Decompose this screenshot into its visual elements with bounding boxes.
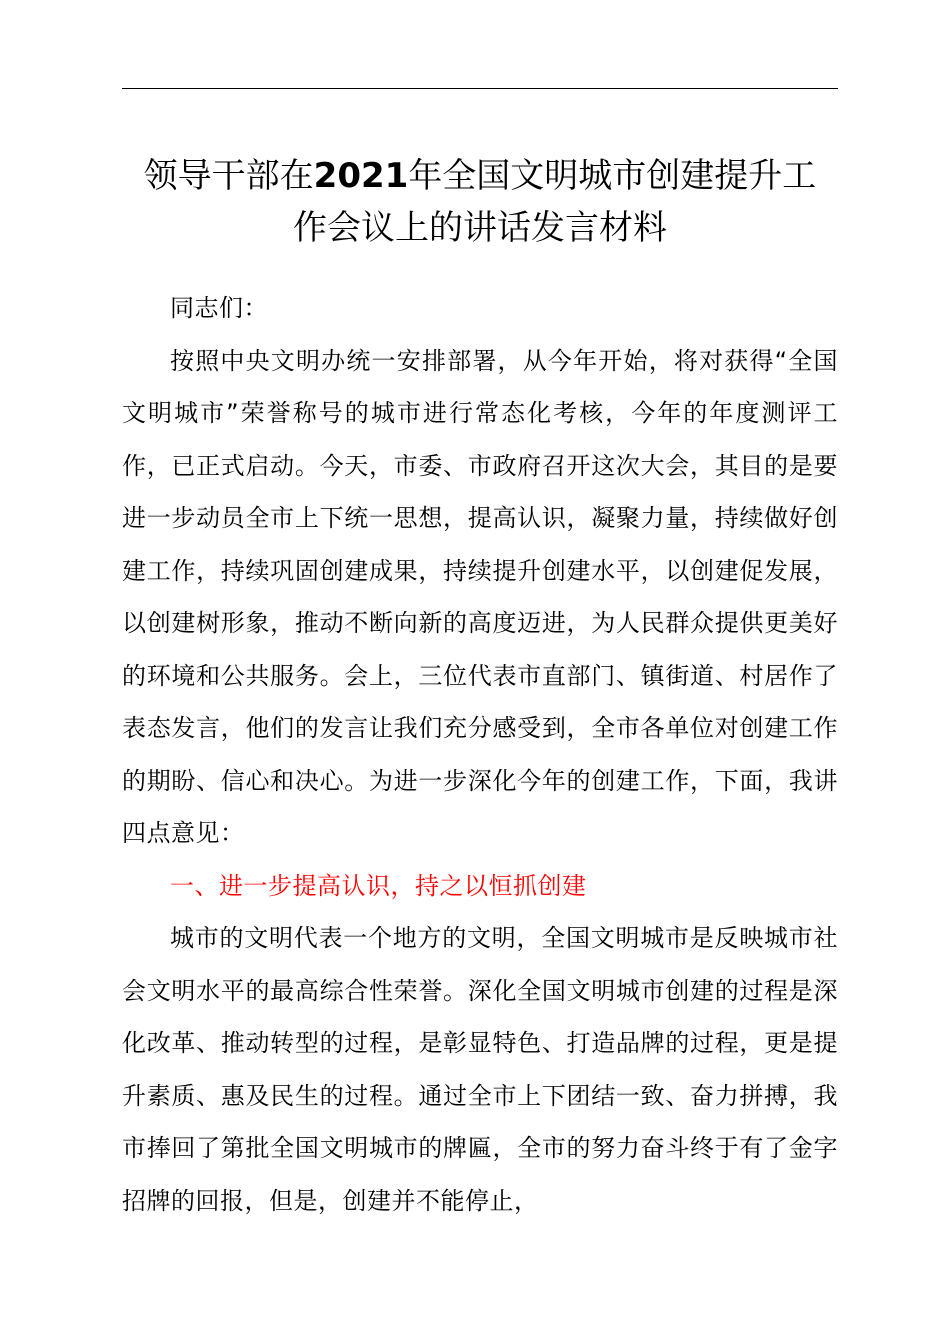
document-title xyxy=(122,150,838,254)
title-prefix: 领导干部在 xyxy=(143,156,314,196)
title-line-1 xyxy=(122,150,838,202)
intro-paragraph: 按照中央文明办统一安排部署，从今年开始，将对获得“全国文明城市”荣誉称号的城市进行常态化考核，今年的年度测评工作，已正式启动。今天，市委、市政府召开这次大会，其目的是要进一步动员全市上下统一思想，提高认识，凝聚力量，持续做好创建工作，持续巩固创建成果，持续提升创建水平，以创建促发展，以创建树形象，推动不断向新的高度迈进，为人民群众提供更美好的环境和公共服务。会上，三位代表市直部门、镇街道、村居作了表态发言，他们的发言让我们充分感受到，全市各单位对创建工作的期盼、信心和决心。为进一步深化今年的创建工作，下面，我讲四点意见： xyxy=(122,346,838,847)
section-1-paragraph: 城市的文明代表一个地方的文明，全国文明城市是反映城市社会文明水平的最高综合性荣誉。深化全国文明城市创建的过程是深化改革、推动转型的过程，是彰显特色、打造品牌的过程，更是提升素质、惠及民生的过程。通过全市上下团结一致、奋力拼搏，我市捧回了第批全国文明城市的牌匾，全市的努力奋斗终于有了金字招牌的回报，但是，创建并不能停止， xyxy=(122,924,838,1215)
header-rule xyxy=(122,88,838,89)
salutation: 同志们： xyxy=(170,294,268,322)
title-year: 2021 xyxy=(313,156,409,196)
title-line-2: 作会议上的讲话发言材料 xyxy=(293,208,667,248)
title-suffix: 年全国文明城市创建提升工 xyxy=(408,156,817,196)
document-body xyxy=(122,282,838,1227)
section-heading-1: 一、进一步提高认识，持之以恒抓创建 xyxy=(170,871,587,900)
